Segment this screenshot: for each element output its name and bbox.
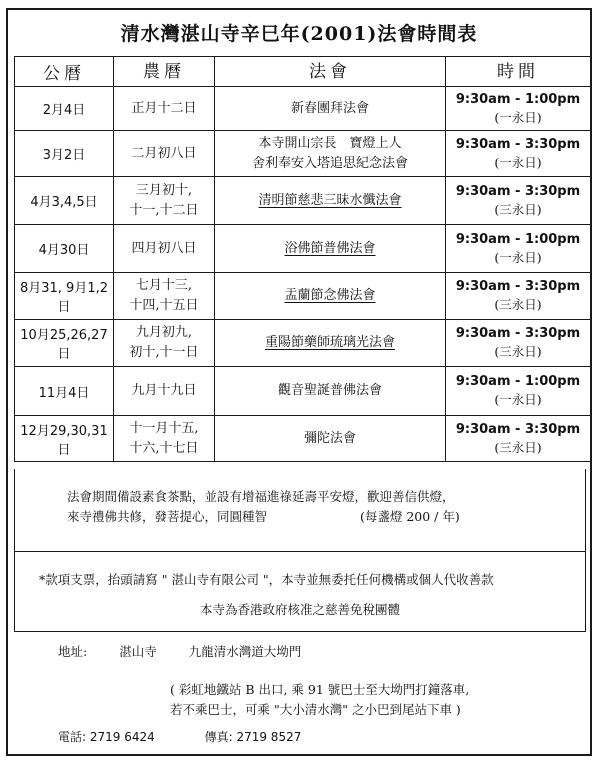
lunar-date: 正月十二日 xyxy=(114,87,215,131)
time-range: 9:30am - 1:00pm xyxy=(455,91,581,107)
gregorian-date: 3月2日 xyxy=(15,131,114,177)
lamp-offering-note xyxy=(14,469,586,552)
time-cell xyxy=(446,87,591,131)
contact-section xyxy=(14,632,586,752)
lunar-date: 九月初九, 初十,十一日 xyxy=(114,320,215,367)
temple-name: 湛山寺 xyxy=(119,644,157,659)
day-count: (一永日) xyxy=(494,109,542,125)
lunar-date: 三月初十, 十一,十二日 xyxy=(114,177,215,225)
table-row xyxy=(15,367,591,416)
header-service: 法會 xyxy=(215,57,446,87)
time-range: 9:30am - 3:30pm xyxy=(455,421,581,437)
table-row xyxy=(15,416,591,462)
lunar-date: 七月十三, 十四,十五日 xyxy=(114,273,215,320)
table-row xyxy=(15,320,591,367)
lamp-fee: (每盞燈 200 / 年) xyxy=(360,509,460,524)
lunar-date: 二月初八日 xyxy=(114,131,215,177)
lunar-date: 十一月十五, 十六,十七日 xyxy=(114,416,215,462)
phone-fax-line xyxy=(58,728,347,745)
time-cell xyxy=(446,273,591,320)
service-name: 浴佛節普佛法會 xyxy=(215,225,446,273)
service-name: 彌陀法會 xyxy=(215,416,446,462)
schedule-table xyxy=(14,56,591,462)
time-cell xyxy=(446,320,591,367)
gregorian-date: 2月4日 xyxy=(15,87,114,131)
gregorian-date: 12月29,30,31日 xyxy=(15,416,114,462)
address-line xyxy=(58,642,329,660)
service-name: 本寺開山宗長 寶燈上人 舍利奉安入塔追思紀念法會 xyxy=(215,131,446,177)
transport-line-1: ( 彩虹地鐵站 B 出口, 乘 91 號巴士至大坳門打鐘落車, xyxy=(170,682,470,697)
header-gregorian: 公曆 xyxy=(15,57,114,87)
time-range: 9:30am - 3:30pm xyxy=(455,183,581,199)
service-name: 新春團拜法會 xyxy=(215,87,446,131)
transport-directions xyxy=(170,680,469,720)
time-range: 9:30am - 3:30pm xyxy=(455,279,581,294)
lunar-date: 四月初八日 xyxy=(114,225,215,273)
day-count: (三永日) xyxy=(494,439,542,455)
address-label: 地址: xyxy=(58,644,88,659)
time-range: 9:30am - 3:30pm xyxy=(455,136,581,152)
time-cell xyxy=(446,131,591,177)
fax-number: 傳真: 2719 8527 xyxy=(204,730,302,744)
time-cell xyxy=(446,416,591,462)
cheque-instruction: *款項支票，抬頭請寫 " 湛山寺有限公司 "，本寺並無委托任何機構或個人代收善款 xyxy=(39,572,494,587)
note-line-2: 來寺禮佛共修，發菩提心，同圓種智 xyxy=(67,509,268,524)
donation-note xyxy=(14,552,586,632)
gregorian-date: 4月30日 xyxy=(15,225,114,273)
service-name: 重陽節藥師琉璃光法會 xyxy=(215,320,446,367)
day-count: (一永日) xyxy=(494,154,542,170)
table-row xyxy=(15,131,591,177)
address-text: 九龍清水灣道大坳門 xyxy=(188,644,302,659)
schedule-sheet xyxy=(6,8,592,756)
gregorian-date: 10月25,26,27日 xyxy=(15,320,114,367)
time-range: 9:30am - 3:30pm xyxy=(455,326,581,341)
table-row xyxy=(15,273,591,320)
header-time: 時間 xyxy=(446,57,591,87)
lunar-date: 九月十九日 xyxy=(114,367,215,416)
day-count: (三永日) xyxy=(494,344,542,359)
gregorian-date: 11月4日 xyxy=(15,367,114,416)
time-range: 9:30am - 1:00pm xyxy=(455,231,581,247)
time-cell xyxy=(446,177,591,225)
day-count: (一永日) xyxy=(494,392,542,407)
note-line-1: 法會期間備設素食茶點，並設有增福進祿延壽平安燈，歡迎善信供燈， xyxy=(67,489,455,504)
table-row xyxy=(15,225,591,273)
service-name: 清明節慈悲三昧水懺法會 xyxy=(215,177,446,225)
time-cell xyxy=(446,225,591,273)
gregorian-date: 8月31, 9月1,2日 xyxy=(15,273,114,320)
day-count: (三永日) xyxy=(494,297,542,312)
phone-number: 電話: 2719 6424 xyxy=(58,730,155,744)
time-range: 9:30am - 1:00pm xyxy=(455,374,581,389)
page-title: 清水灣湛山寺辛巳年(2001)法會時間表 xyxy=(120,23,478,45)
service-name: 盂蘭節念佛法會 xyxy=(215,273,446,320)
table-row xyxy=(15,87,591,131)
charity-status: 本寺為香港政府核准之慈善免稅團體 xyxy=(199,602,400,617)
day-count: (三永日) xyxy=(494,201,542,217)
time-cell xyxy=(446,367,591,416)
table-header-row xyxy=(15,57,591,87)
table-row xyxy=(15,177,591,225)
gregorian-date: 4月3,4,5日 xyxy=(15,177,114,225)
day-count: (一永日) xyxy=(494,249,542,265)
header-lunar: 農曆 xyxy=(114,57,215,87)
transport-line-2: 若不乘巴士，可乘 "大小清水灣" 之小巴到尾站下車 ) xyxy=(170,702,461,717)
service-name: 觀音聖誕普佛法會 xyxy=(215,367,446,416)
